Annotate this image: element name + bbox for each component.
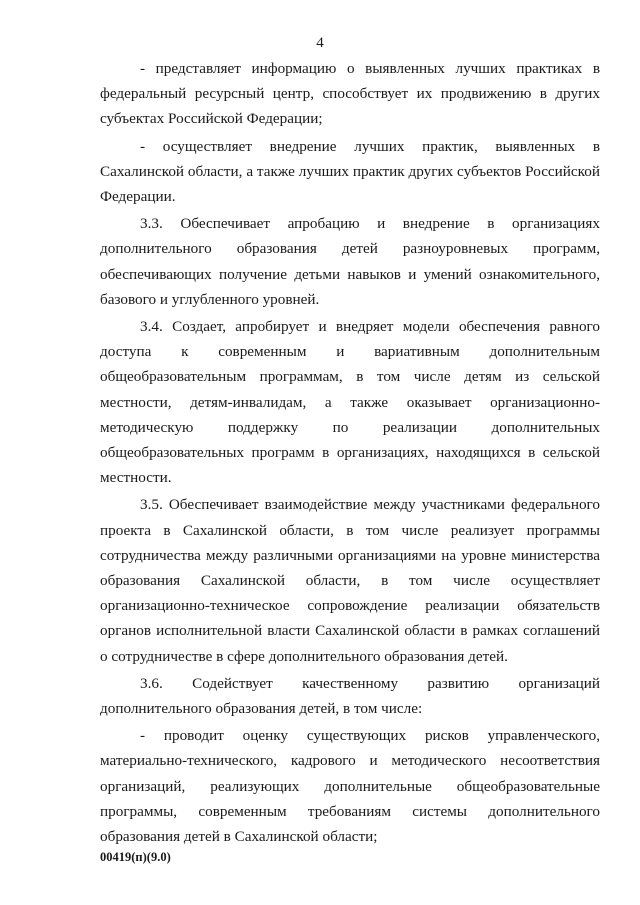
paragraph-bullet-best-practices: - осуществляет внедрение лучших практик, выявленных в Сахалинской области, а также лучших практик других субъектов Российской Федерации. xyxy=(100,137,600,206)
paragraph-3-5: 3.5. Обеспечивает взаимодействие между участниками федерального проекта в Сахалинской области, в том числе реализует программы сотрудничества между различными организациями на уровне министерства образования Сахалинской области, в том числе осуществляет организационно-техническое сопровождение реализации обязательств органов исполнительной власти Сахалинской области в рамках соглашений о сотрудничестве в сфере дополнительного образования детей. xyxy=(100,496,600,665)
paragraph-3-3: 3.3. Обеспечивает апробацию и внедрение в организациях дополнительного образования детей разноуровневых программ, обеспечивающих получение детьми навыков и умений ознакомительного, базового и углубленного уровней. xyxy=(100,215,600,308)
paragraph-bullet-risk-assessment: - проводит оценку существующих рисков управленческого, материально-технического, кадрового и методического несоответствия организаций, реализующих дополнительные общеобразовательные программы, современным требованиям системы дополнительного образования детей в Сахалинской области; xyxy=(100,727,600,846)
document-code: 00419(п)(9.0) xyxy=(100,850,171,864)
page-number: 4 xyxy=(316,35,324,51)
paragraph-3-4: 3.4. Создает, апробирует и внедряет модели обеспечения равного доступа к современным и вариативным дополнительным общеобразовательным программам, в том числе детям из сельской местности, детям-инвалидам, а также оказывает организационно-методическую поддержку по реализации дополнительных общеобразовательных программ в организациях, находящихся в сельской местности. xyxy=(100,318,600,487)
paragraph-3-6: 3.6. Содействует качественному развитию организаций дополнительного образования детей, в том числе: xyxy=(100,674,600,718)
document-body xyxy=(100,56,600,851)
paragraph-bullet-federal-center: - представляет информацию о выявленных лучших практиках в федеральный ресурсный центр, способствует их продвижению в других субъектах Российской Федерации; xyxy=(100,60,600,128)
